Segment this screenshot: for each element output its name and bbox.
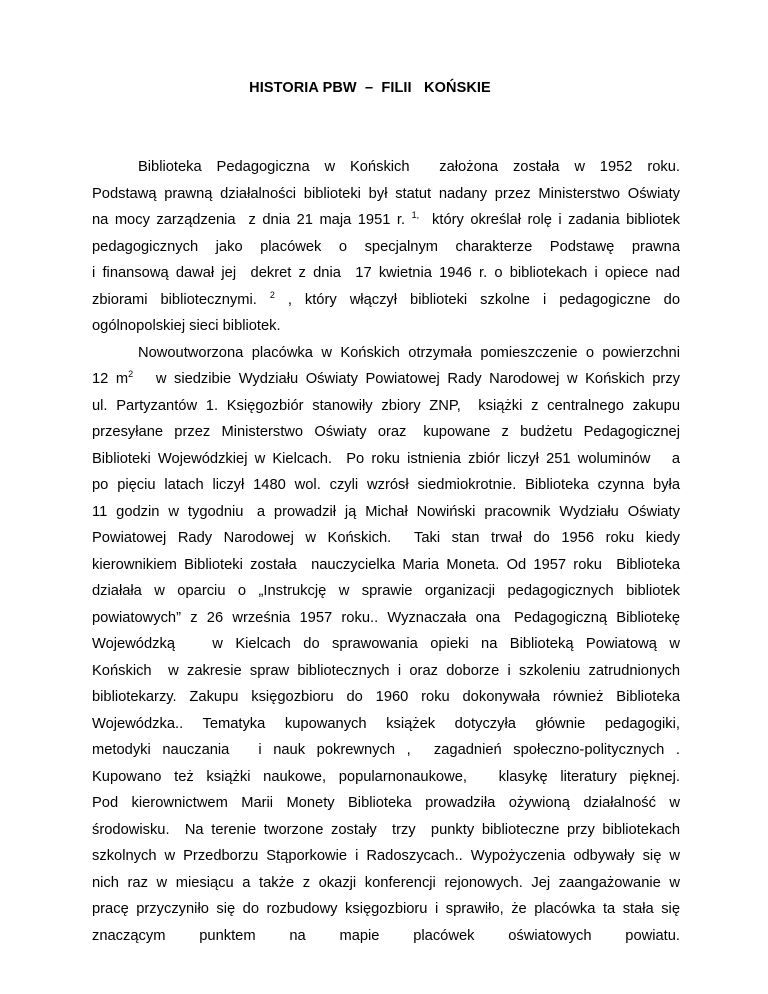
paragraph-2-line-16: metodyki nauczania i nauk pokrewnych , zagadnień społeczno-politycznych . <box>92 742 680 758</box>
paragraph-2-line-14: bibliotekarzy. Zakupu księgozbioru do 1960 roku dokonywała również Biblioteka <box>92 689 680 705</box>
line-text: który określał rolę i zadania bibliotek <box>419 212 680 228</box>
paragraph-1-line-2: Podstawą prawną działalności biblioteki był statut nadany przez Ministerstwo Oświaty <box>92 185 680 202</box>
paragraph-1-line-6 <box>92 287 680 314</box>
title-text: HISTORIA PBW – FILII KOŃSKIE <box>249 80 491 96</box>
line-text: 12 m <box>92 371 129 387</box>
paragraph-2-line-23: znaczącym punktem na mapie placówek oświatowych powiatu. <box>92 927 680 944</box>
superscript-squared: 2 <box>128 369 134 379</box>
paragraph-2-line-1: Nowoutworzona placówka w Końskich otrzymała pomieszczenie o powierzchni <box>138 344 680 361</box>
paragraph-1-line-7: ogólnopolskiej sieci bibliotek. <box>92 318 281 334</box>
line-text: zbiorami bibliotecznymi. <box>92 291 270 308</box>
paragraph-2-line-15: Wojewódzka.. Tematyka kupowanych książek dotyczyła głównie pedagogiki, <box>92 715 680 732</box>
paragraph-2-line-12: Wojewódzką w Kielcach do sprawowania opieki na Biblioteką Powiatową w <box>92 636 680 652</box>
paragraph-2-line-8: Powiatowej Rady Narodowej w Końskich. Taki stan trwał do 1956 roku kiedy <box>92 530 680 546</box>
paragraph-2-line-6: po pięciu latach liczył 1480 wol. czyli wzrósł siedmiokrotnie. Biblioteka czynna była <box>92 477 680 493</box>
paragraph-2-line-21: nich raz w miesiącu a także z okazji konferencji rejonowych. Jej zaangażowanie w <box>92 874 680 891</box>
paragraph-2-line-9: kierownikiem Biblioteki została nauczycielka Maria Moneta. Od 1957 roku Biblioteka <box>92 556 680 573</box>
paragraph-1-line-3 <box>92 207 680 234</box>
document-body <box>92 154 680 949</box>
paragraph-2-line-5: Biblioteki Wojewódzkiej w Kielcach. Po roku istnienia zbiór liczył 251 woluminów a <box>92 450 680 467</box>
paragraph-2-line-7: 11 godzin w tygodniu a prowadził ją Michał Nowiński pracownik Wydziału Oświaty <box>92 503 680 520</box>
paragraph-1-line-5: i finansową dawał jej dekret z dnia 17 kwietnia 1946 r. o bibliotekach i opiece nad <box>92 265 680 281</box>
paragraph-2-line-18: Pod kierownictwem Marii Monety Biblioteka prowadziła ożywioną działalność w <box>92 795 680 811</box>
paragraph-2-line-20: szkolnych w Przedborzu Stąporkowie i Radoszycach.. Wypożyczenia odbywały się w <box>92 848 680 864</box>
line-text: w siedzibie Wydziału Oświaty Powiatowej Rady Narodowej w Końskich przy <box>133 371 681 387</box>
line-text: , który włączył biblioteki szkolne i pedagogiczne do <box>274 291 680 308</box>
paragraph-2-line-11: powiatowych” z 26 września 1957 roku.. Wyznaczała ona Pedagogiczną Bibliotekę <box>92 609 680 626</box>
paragraph-2-line-2 <box>92 366 680 393</box>
paragraph-2-line-17: Kupowano też książki naukowe, popularnonaukowe, klasykę literatury pięknej. <box>92 768 680 785</box>
line-text: na mocy zarządzenia z dnia 21 maja 1951 r. <box>92 212 412 228</box>
paragraph-2-line-22: pracę przyczyniło się do rozbudowy księgozbioru i sprawiło, że placówka ta stała się <box>92 901 680 917</box>
footnote-ref-1: 1, <box>411 210 420 220</box>
paragraph-2-line-19: środowisku. Na terenie tworzone zostały trzy punkty biblioteczne przy bibliotekach <box>92 821 680 838</box>
document-title <box>0 80 768 96</box>
paragraph-2-line-13: Końskich w zakresie spraw bibliotecznych i oraz doborze i szkoleniu zatrudnionych <box>92 662 680 679</box>
paragraph-2-line-4: przesyłane przez Ministerstwo Oświaty oraz kupowane z budżetu Pedagogicznej <box>92 424 680 440</box>
footnote-ref-2: 2 <box>269 289 275 300</box>
paragraph-2-line-3: ul. Partyzantów 1. Księgozbiór stanowiły zbiory ZNP, książki z centralnego zakupu <box>92 397 680 414</box>
paragraph-1-line-1: Biblioteka Pedagogiczna w Końskich założona została w 1952 roku. <box>138 159 680 175</box>
paragraph-1-line-4: pedagogicznych jako placówek o specjalnym charakterze Podstawę prawna <box>92 238 680 255</box>
paragraph-2-line-10: działała w oparciu o „Instrukcję w sprawie organizacji pedagogicznych bibliotek <box>92 583 680 599</box>
